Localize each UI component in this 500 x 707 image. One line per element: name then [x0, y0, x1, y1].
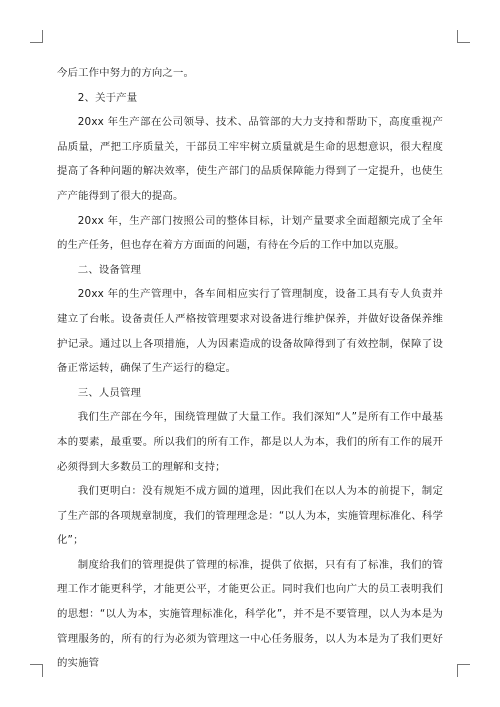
document-body	[57, 61, 443, 676]
section-heading-output: 2、关于产量	[77, 91, 138, 104]
paragraph: 我们生产部在今年，围绕管理做了大量工作。我们深知“人”是所有工作中最基本的要素，最重要。所以我们的所有工作，都是以人为本，我们的所有工作的展开必须得到大多数员工的理解和支持；	[57, 411, 443, 473]
crop-mark-bottom-right	[457, 664, 470, 677]
paragraph: 20xx 年生产部在公司领导、技术、品管部的大力支持和帮助下，高度重视产品质量，严把工序质量关，干部员工牢牢树立质量就是生命的思想意识，很大程度提高了各种问题的解决效率，使生产部门的品质保障能力得到了一定提升，也使生产产能得到了很大的提高。	[57, 116, 443, 202]
paragraph-continuation: 今后工作中努力的方向之一。	[57, 67, 195, 79]
section-heading-personnel: 三、人员管理	[77, 386, 142, 399]
crop-mark-top-left	[30, 30, 43, 43]
paragraph: 20xx 年的生产管理中，各车间相应实行了管理制度，设备工具有专人负责并建立了台帐。设备责任人严格按管理要求对设备进行维护保养，并做好设备保养维护记录。通过以上各项措施，人为因素造成的设备故障得到了有效控制，保障了设备正常运转，确保了生产运行的稳定。	[57, 288, 443, 375]
crop-mark-top-right	[457, 30, 470, 43]
paragraph: 20xx 年，生产部门按照公司的整体目标，计划产量要求全面超额完成了全年的生产任务，但也存在着方方面面的问题，有待在今后的工作中加以克服。	[57, 214, 443, 252]
crop-mark-bottom-left	[30, 664, 43, 677]
paragraph: 制度给我们的管理提供了管理的标准，提供了依据，只有有了标准，我们的管理工作才能更科学，才能更公平，才能更公正。同时我们也向广大的员工表明我们的思想：“以人为本，实施管理标准化，科学化”，并不是不要管理，以人为本是为管理服务的，所有的行为必须为管理这一中心任务服务，以人为本是为了我们更好的实施管	[57, 558, 443, 670]
paragraph: 我们更明白：没有规矩不成方圆的道理，因此我们在以人为本的前提下，制定了生产部的各项规章制度，我们的管理理念是：“以人为本，实施管理标准化、科学化”；	[57, 485, 443, 547]
section-heading-equipment: 二、设备管理	[77, 263, 142, 276]
